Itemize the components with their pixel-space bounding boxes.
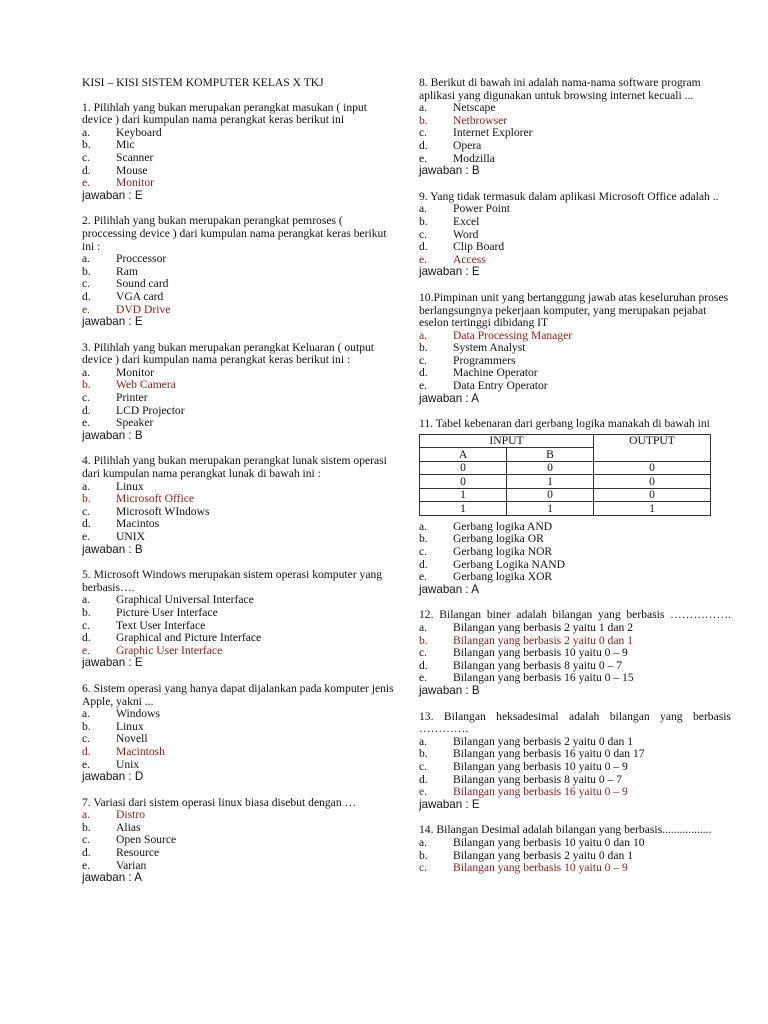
truth-table-cell: 1 bbox=[507, 502, 594, 516]
option-text: Data Processing Manager bbox=[453, 328, 573, 342]
truth-table-cell: 1 bbox=[507, 475, 594, 489]
option-letter: c. bbox=[419, 545, 428, 559]
option-letter: e. bbox=[419, 379, 428, 393]
truth-table bbox=[419, 434, 711, 516]
option-letter: a. bbox=[419, 202, 428, 216]
option-letter: b. bbox=[82, 820, 91, 834]
option-text: Gerbang logika OR bbox=[453, 532, 544, 546]
question-block bbox=[419, 191, 731, 279]
option-letter: c. bbox=[419, 353, 428, 367]
answer-text: jawaban : E bbox=[419, 265, 480, 279]
option-letter: c. bbox=[82, 833, 91, 847]
option-letter: a. bbox=[419, 519, 428, 533]
question-text: 10.Pimpinan unit yang bertanggung jawab atas keseluruhan proses berlangsungnya pekerjaan komputer, yang merupakan pejabat eselon tertinggi dibidang IT bbox=[419, 290, 729, 330]
option-text: Alias bbox=[116, 820, 141, 834]
truth-table-row bbox=[420, 488, 711, 502]
question-11-answer: jawaban : A bbox=[419, 582, 479, 596]
option-text: Mic bbox=[116, 138, 135, 152]
question-block bbox=[419, 77, 731, 178]
truth-table-row bbox=[420, 475, 711, 489]
question-text: 13. Bilangan heksadesimal adalah bilangan yang berbasis …………. bbox=[419, 709, 731, 736]
option-text: Bilangan yang berbasis 2 yaitu 0 dan 1 bbox=[453, 633, 633, 647]
option-letter: e. bbox=[82, 302, 91, 316]
option-text: Resource bbox=[116, 846, 160, 860]
answer-text: jawaban : A bbox=[419, 391, 479, 405]
question-text: 2. Pilihlah yang bukan merupakan perangkat pemroses ( proccessing device ) dari kumpulan nama perangkat keras berikut ini : bbox=[82, 214, 387, 253]
left-question-list bbox=[82, 102, 394, 885]
option-text: Internet Explorer bbox=[453, 126, 533, 140]
question-text: 1. Pilihlah yang bukan merupakan perangkat masukan ( input device ) dari kumpulan nama perangkat keras berikut ini bbox=[82, 100, 367, 127]
option-text: Microsoft WIndows bbox=[116, 504, 210, 518]
answer-text: jawaban : B bbox=[82, 428, 143, 442]
question-text: 9. Yang tidak termasuk dalam aplikasi Microsoft Office adalah .. bbox=[419, 189, 719, 203]
option-text: Modzilla bbox=[453, 151, 495, 165]
option-letter: d. bbox=[419, 772, 428, 786]
truth-table-cell: 0 bbox=[594, 488, 711, 502]
right-question-list bbox=[419, 77, 731, 405]
truth-table-cell: 0 bbox=[507, 461, 594, 475]
question-block bbox=[82, 342, 394, 443]
option-letter: e. bbox=[419, 671, 428, 685]
option-text: Proccessor bbox=[116, 252, 167, 266]
option-text: Bilangan yang berbasis 16 yaitu 0 – 15 bbox=[453, 671, 634, 685]
option-text: Mouse bbox=[116, 163, 148, 177]
option-letter: e. bbox=[419, 151, 428, 165]
option-letter: a. bbox=[419, 734, 428, 748]
option-letter: e. bbox=[419, 785, 428, 799]
option-text: Bilangan yang berbasis 16 yaitu 0 dan 17 bbox=[453, 747, 645, 761]
option-letter: b. bbox=[419, 214, 428, 228]
option-letter: b. bbox=[419, 848, 428, 862]
option-letter: b. bbox=[419, 113, 428, 127]
option-text: Netbrowser bbox=[453, 113, 508, 127]
option-letter: d. bbox=[82, 846, 91, 860]
option-text: Ram bbox=[116, 264, 138, 278]
option-letter: a. bbox=[82, 707, 91, 721]
option-text: Windows bbox=[116, 707, 160, 721]
right-question-list-2 bbox=[419, 609, 731, 874]
option-text: Open Source bbox=[116, 833, 177, 847]
question-text: 3. Pilihlah yang bukan merupakan perangkat Keluaran ( output device ) dari kumpulan nama perangkat keras berikut ini : bbox=[82, 340, 375, 367]
truth-table-cell: 0 bbox=[507, 488, 594, 502]
option-text: Macintosh bbox=[116, 744, 165, 758]
option-letter: b. bbox=[82, 492, 91, 506]
question-text: 8. Berikut di bawah ini adalah nama-nama software program aplikasi yang digunakan untuk browsing internet kecuali ... bbox=[419, 76, 701, 102]
option-text: Novell bbox=[116, 732, 148, 746]
option-letter: b. bbox=[419, 532, 428, 546]
option-e bbox=[82, 177, 394, 190]
option-text: Graphical Universal Interface bbox=[116, 593, 254, 607]
option-text: Bilangan yang berbasis 10 yaitu 0 – 9 bbox=[453, 759, 628, 773]
option-letter: d. bbox=[82, 517, 91, 531]
option-e bbox=[419, 571, 731, 584]
truth-table-output-header: OUTPUT bbox=[594, 434, 711, 461]
document-title: KISI – KISI SISTEM KOMPUTER KELAS X TKJ bbox=[82, 76, 324, 89]
option-letter: e. bbox=[82, 643, 91, 657]
option-letter: d. bbox=[419, 366, 428, 380]
option-text: Excel bbox=[453, 214, 480, 228]
option-letter: d. bbox=[82, 289, 91, 303]
option-text: Microsoft Office bbox=[116, 492, 195, 506]
option-text: Bilangan yang berbasis 10 yaitu 0 – 9 bbox=[453, 646, 628, 660]
option-letter: c. bbox=[419, 759, 428, 773]
question-text: 14. Bilangan Desimal adalah bilangan yang berbasis................. bbox=[419, 823, 712, 837]
option-text: Bilangan yang berbasis 10 yaitu 0 dan 10 bbox=[453, 835, 645, 849]
question-block bbox=[419, 292, 731, 405]
answer-text: jawaban : E bbox=[419, 797, 480, 811]
option-letter: b. bbox=[82, 378, 91, 392]
answer-text: jawaban : E bbox=[82, 656, 143, 670]
option-letter: e. bbox=[82, 176, 91, 190]
option-letter: e. bbox=[82, 416, 91, 430]
question-block bbox=[419, 824, 731, 874]
option-letter: e. bbox=[82, 530, 91, 543]
truth-table-cell: 1 bbox=[420, 502, 507, 516]
option-text: Text User Interface bbox=[116, 618, 206, 632]
option-letter: c. bbox=[82, 618, 91, 632]
option-letter: b. bbox=[419, 341, 428, 355]
question-text: 7. Variasi dari sistem operasi linux biasa disebut dengan … bbox=[82, 795, 357, 809]
truth-table-col-b: B bbox=[507, 448, 594, 462]
option-letter: c. bbox=[82, 504, 91, 518]
option-letter: c. bbox=[82, 732, 91, 746]
question-text: 12. Bilangan biner adalah bilangan yang berbasis ……………. bbox=[419, 608, 731, 622]
option-letter: a. bbox=[82, 252, 91, 266]
option-text: DVD Drive bbox=[116, 302, 171, 316]
option-text: UNIX bbox=[116, 530, 145, 543]
question-text: 4. Pilihlah yang bukan merupakan perangkat lunak sistem operasi dari kumpulan nama perangkat lunak di bawah ini : bbox=[82, 454, 387, 481]
option-letter: d. bbox=[419, 240, 428, 254]
option-text: Picture User Interface bbox=[116, 605, 218, 619]
option-text: Macintos bbox=[116, 517, 160, 531]
option-text: Sound card bbox=[116, 277, 169, 291]
option-text: Word bbox=[453, 227, 479, 241]
answer-text: jawaban : D bbox=[82, 770, 144, 784]
option-letter: c. bbox=[419, 126, 428, 140]
option-letter: d. bbox=[82, 403, 91, 417]
question-block bbox=[419, 711, 731, 812]
option-letter: a. bbox=[419, 101, 428, 115]
option-text: VGA card bbox=[116, 289, 164, 303]
option-text: Power Point bbox=[453, 202, 511, 216]
option-letter: a. bbox=[419, 621, 428, 634]
option-letter: a. bbox=[419, 835, 428, 849]
answer-text: jawaban : B bbox=[419, 164, 480, 178]
option-text: Gerbang logika XOR bbox=[453, 570, 553, 584]
option-letter: d. bbox=[82, 631, 91, 645]
option-text: Speaker bbox=[116, 416, 154, 430]
right-column bbox=[419, 77, 731, 875]
truth-table-cell: 0 bbox=[420, 461, 507, 475]
option-text: Graphic User Interface bbox=[116, 643, 223, 657]
option-letter: e. bbox=[82, 757, 91, 771]
truth-table-row bbox=[420, 502, 711, 516]
answer-text: jawaban : B bbox=[82, 542, 143, 556]
option-letter: b. bbox=[419, 747, 428, 761]
option-letter: d. bbox=[419, 658, 428, 672]
option-text: Monitor bbox=[116, 365, 155, 379]
option-text: Machine Operator bbox=[453, 366, 538, 380]
option-text: Unix bbox=[116, 757, 140, 771]
truth-table-cell: 1 bbox=[594, 502, 711, 516]
option-text: Graphical and Picture Interface bbox=[116, 631, 262, 645]
option-text: Netscape bbox=[453, 101, 496, 115]
option-e bbox=[419, 380, 731, 393]
answer-text: jawaban : A bbox=[82, 871, 142, 885]
question-block bbox=[82, 455, 394, 556]
option-text: Gerbang logika AND bbox=[453, 519, 553, 533]
question-11 bbox=[419, 418, 731, 596]
option-c bbox=[419, 862, 731, 875]
option-letter: a. bbox=[82, 479, 91, 493]
option-e bbox=[82, 531, 394, 544]
option-text: Bilangan yang berbasis 16 yaitu 0 – 9 bbox=[453, 785, 628, 799]
option-text: Bilangan yang berbasis 2 yaitu 0 dan 1 bbox=[453, 734, 633, 748]
option-text: Bilangan yang berbasis 10 yaitu 0 – 9 bbox=[453, 861, 628, 875]
option-text: Gerbang logika NOR bbox=[453, 545, 553, 559]
option-letter: c. bbox=[419, 646, 428, 660]
option-letter: a. bbox=[82, 593, 91, 607]
option-letter: c. bbox=[82, 277, 91, 291]
option-letter: b. bbox=[82, 138, 91, 152]
option-text: Linux bbox=[116, 719, 144, 733]
option-letter: b. bbox=[419, 633, 428, 647]
question-block bbox=[82, 797, 394, 885]
truth-table-cell: 1 bbox=[420, 488, 507, 502]
option-letter: d. bbox=[82, 163, 91, 177]
option-e bbox=[82, 417, 394, 430]
option-text: LCD Projector bbox=[116, 403, 185, 417]
question-block bbox=[82, 102, 394, 203]
option-text: Bilangan yang berbasis 8 yaitu 0 – 7 bbox=[453, 772, 623, 786]
question-text: 6. Sistem operasi yang hanya dapat dijalankan pada komputer jenis Apple, yakni ... bbox=[82, 681, 394, 708]
option-text: Scanner bbox=[116, 150, 154, 164]
option-letter: d. bbox=[419, 557, 428, 571]
question-11-options bbox=[419, 521, 731, 584]
option-letter: a. bbox=[82, 365, 91, 379]
option-letter: c. bbox=[419, 227, 428, 241]
option-text: Programmers bbox=[453, 353, 516, 367]
option-text: Bilangan yang berbasis 2 yaitu 0 dan 1 bbox=[453, 848, 633, 862]
option-letter: e. bbox=[419, 570, 428, 584]
option-text: Data Entry Operator bbox=[453, 379, 548, 393]
question-block bbox=[82, 215, 394, 328]
option-text: Bilangan yang berbasis 2 yaitu 1 dan 2 bbox=[453, 621, 633, 634]
truth-table-input-header: INPUT bbox=[420, 434, 594, 448]
option-text: Monitor bbox=[116, 176, 155, 190]
question-block bbox=[82, 569, 394, 670]
truth-table-cell: 0 bbox=[420, 475, 507, 489]
option-text: Distro bbox=[116, 808, 145, 822]
option-letter: b. bbox=[82, 719, 91, 733]
truth-table-cell: 0 bbox=[594, 475, 711, 489]
left-column bbox=[82, 77, 394, 898]
question-text: 5. Microsoft Windows merupakan sistem operasi komputer yang berbasis…. bbox=[82, 568, 383, 594]
option-text: Linux bbox=[116, 479, 144, 493]
option-letter: e. bbox=[82, 858, 91, 872]
answer-text: jawaban : E bbox=[82, 188, 143, 202]
option-letter: c. bbox=[82, 391, 91, 405]
option-letter: b. bbox=[82, 264, 91, 278]
option-text: Clip Board bbox=[453, 240, 505, 254]
answer-text: jawaban : E bbox=[82, 315, 143, 329]
question-block bbox=[419, 609, 731, 697]
option-text: Web Camera bbox=[116, 378, 176, 392]
truth-table-cell: 0 bbox=[594, 461, 711, 475]
question-block bbox=[82, 683, 394, 784]
truth-table-col-a: A bbox=[420, 448, 507, 462]
answer-text: jawaban : B bbox=[419, 683, 480, 697]
option-letter: e. bbox=[419, 252, 428, 266]
option-letter: a. bbox=[419, 328, 428, 342]
option-e bbox=[419, 786, 731, 799]
option-text: Printer bbox=[116, 391, 148, 405]
option-letter: c. bbox=[82, 150, 91, 164]
option-letter: d. bbox=[82, 744, 91, 758]
option-text: Varian bbox=[116, 858, 147, 872]
option-text: Bilangan yang berbasis 8 yaitu 0 – 7 bbox=[453, 658, 623, 672]
option-text: Access bbox=[453, 252, 486, 266]
option-text: Opera bbox=[453, 138, 482, 152]
option-letter: c. bbox=[419, 861, 428, 875]
option-letter: d. bbox=[419, 138, 428, 152]
option-text: System Analyst bbox=[453, 341, 526, 355]
question-11-text: 11. Tabel kebenaran dari gerbang logika manakah di bawah ini bbox=[419, 417, 710, 431]
truth-table-row bbox=[420, 461, 711, 475]
option-letter: a. bbox=[82, 125, 91, 139]
option-text: Keyboard bbox=[116, 125, 162, 139]
option-letter: b. bbox=[82, 605, 91, 619]
option-text: Gerbang Logika NAND bbox=[453, 557, 566, 571]
option-letter: a. bbox=[82, 808, 91, 822]
